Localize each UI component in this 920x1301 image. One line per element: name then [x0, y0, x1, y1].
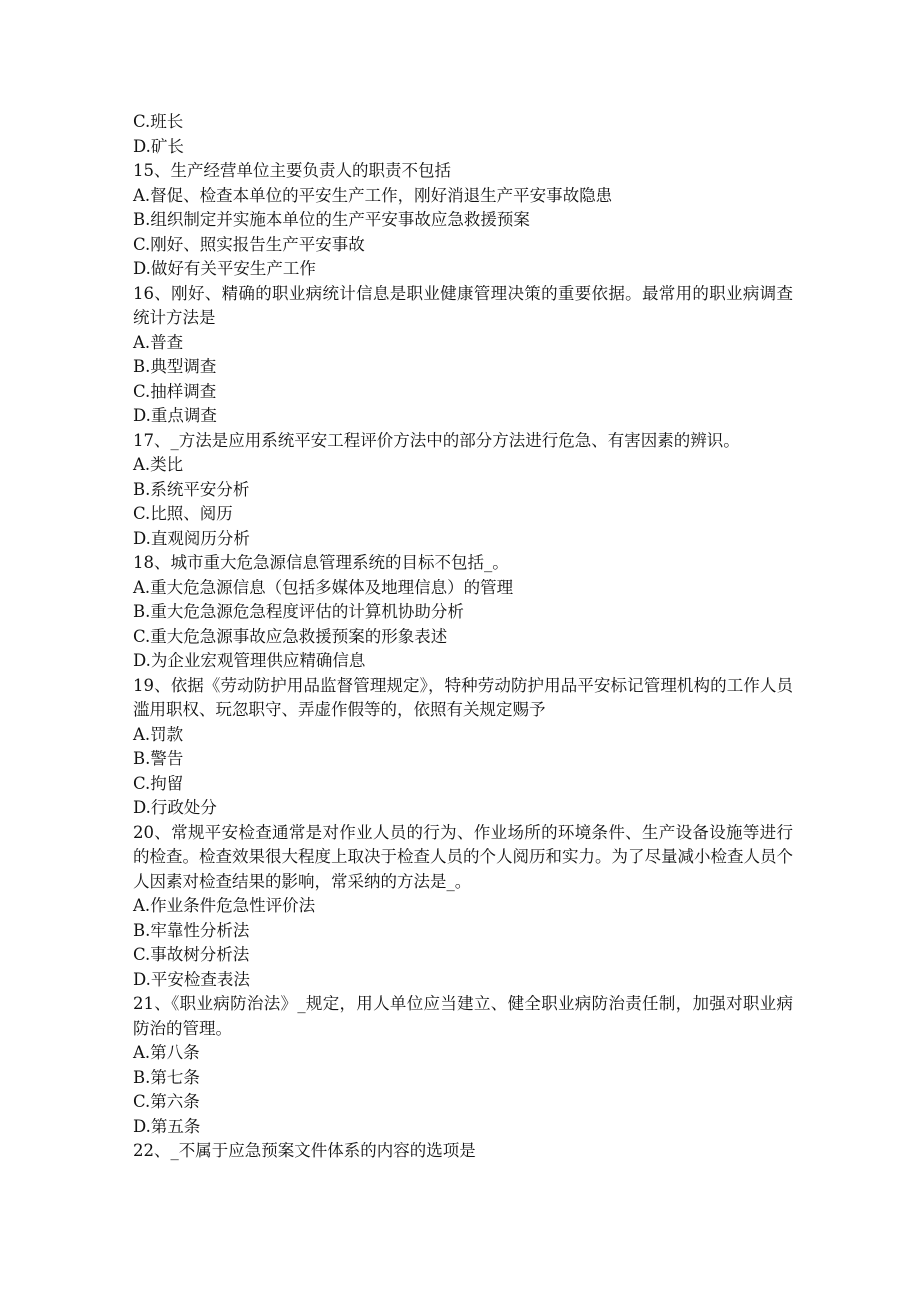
option-a: A.罚款	[133, 724, 184, 744]
option-a: A.类比	[133, 455, 184, 474]
option-b: B.系统平安分析	[133, 479, 250, 499]
option-d: D.第五条	[133, 1116, 201, 1136]
question-stem: 17、_方法是应用系统平安工程评价方法中的部分方法进行危急、有害因素的辨识。	[133, 430, 740, 450]
option-b: B.牢靠性分析法	[133, 920, 250, 940]
question-19	[133, 674, 793, 821]
option-c: C.比照、阅历	[133, 504, 233, 523]
option-c: C.抽样调查	[133, 381, 217, 401]
option-c: C.事故树分析法	[133, 945, 250, 964]
option-d: D.行政处分	[133, 798, 217, 817]
option-a: A.重大危急源信息（包括多媒体及地理信息）的管理	[133, 577, 514, 597]
question-stem: 20、常规平安检查通常是对作业人员的行为、作业场所的环境条件、生产设备设施等进行的检查。检查效果很大程度上取决于检查人员的个人阅历和实力。为了尽量减小检查人员个人因素对检查结果的影响，常采纳的方法是_。	[133, 822, 793, 891]
question-21	[133, 992, 793, 1139]
option-b: B.典型调查	[133, 357, 217, 376]
option-a: A.作业条件危急性评价法	[133, 896, 316, 915]
option-b: B.第七条	[133, 1067, 200, 1087]
option-d: D.为企业宏观管理供应精确信息	[133, 651, 366, 670]
question-17	[133, 429, 793, 552]
question-15	[133, 159, 793, 282]
question-18	[133, 551, 793, 674]
question-stem: 15、生产经营单位主要负责人的职责不包括	[133, 161, 451, 180]
option-c: C.刚好、照实报告生产平安事故	[133, 234, 365, 254]
question-stem: 19、依据《劳动防护用品监督管理规定》，特种劳动防护用品平安标记管理机构的工作人员滥用职权、玩忽职守、弄虚作假等的，依照有关规定赐予	[133, 675, 793, 719]
option-c: C.拘留	[133, 773, 184, 793]
option-b: B.组织制定并实施本单位的生产平安事故应急救援预案	[133, 210, 530, 229]
question-stem: 18、城市重大危急源信息管理系统的目标不包括_。	[133, 553, 509, 572]
question-22	[133, 1139, 793, 1164]
option-b: B.警告	[133, 749, 184, 768]
question-16	[133, 282, 793, 429]
option-a: A.第八条	[133, 1043, 200, 1062]
option-a: A.普查	[133, 332, 184, 352]
question-stem: 22、_不属于应急预案文件体系的内容的选项是	[133, 1141, 476, 1160]
fragment-option-d: D.矿长	[133, 136, 184, 156]
option-c: C.重大危急源事故应急救援预案的形象表述	[133, 626, 448, 646]
option-c: C.第六条	[133, 1092, 200, 1111]
fragment-option-c: C.班长	[133, 112, 184, 131]
option-d: D.直观阅历分析	[133, 528, 250, 548]
question-stem: 16、刚好、精确的职业病统计信息是职业健康管理决策的重要依据。最常用的职业病调查统计方法是	[133, 283, 793, 327]
exam-text-body	[133, 110, 793, 1164]
option-d: D.做好有关平安生产工作	[133, 259, 316, 278]
question-stem: 21、《职业病防治法》_规定，用人单位应当建立、健全职业病防治责任制，加强对职业病防治的管理。	[133, 994, 793, 1038]
option-a: A.督促、检查本单位的平安生产工作，刚好消退生产平安事故隐患	[133, 185, 613, 205]
option-d: D.重点调查	[133, 406, 217, 425]
option-b: B.重大危急源危急程度评估的计算机协助分析	[133, 602, 464, 621]
option-d: D.平安检查表法	[133, 969, 250, 989]
question-20	[133, 821, 793, 993]
